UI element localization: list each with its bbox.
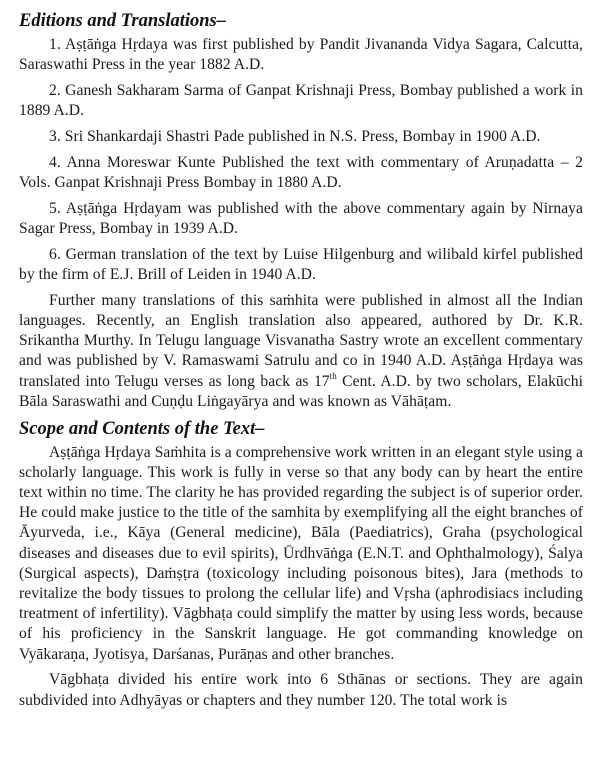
- edition-item-2: 2. Ganesh Sakharam Sarma of Ganpat Krishnaji Press, Bombay published a work in 1889 A.D.: [19, 82, 583, 120]
- edition-item-5: 5. Aṣṭāṅga Hṛdayam was published with the above commentary again by Nirnaya Sagar Press, Bombay in 1939 A.D.: [19, 199, 583, 237]
- section-heading-scope: Scope and Contents of the Text–: [19, 418, 265, 439]
- translations-paragraph: [19, 291, 583, 412]
- edition-item-3: 3. Sri Shankardaji Shastri Pade published in N.S. Press, Bombay in 1900 A.D.: [49, 128, 541, 145]
- scope-paragraph-1: Aṣṭāṅga Hṛdaya Saṁhita is a comprehensive work written in an elegant style using a scholarly language. This work is fully in verse so that any body can by heart the entire text within no time. The clarity he has provided regarding the subject is of superior order. He could make justice to the title of the samhita by exemplifying all the eight branches of Āyurveda, i.e., Kāya (General medicine), Bāla (Paediatrics), Graha (psychological diseases and diseases due to evil spirits), Ūrdhvāṅga (E.N.T. and Ophthalmology), Śalya (Surgical aspects), Daṁṣṭra (toxicology including poisonous bites), Jara (methods to revitalize the body tissues to prolong the cellular life) and Vṛsha (aphrodisiacs including treatment of infertility). Vāgbhaṭa could simplify the matter by using less words, because of his proficiency in the Sanskrit language. He got commanding knowledge on Vyākaraṇa, Jyotisya, Darśanas, Purāṇas and other branches.: [19, 443, 583, 663]
- translations-text-a: Further many translations of this saṁhita were published in almost all the Indian languages. Recently, an English translation also appeared, authored by Dr. K.R. Srikantha Murthy. In Telugu language Visvanatha Sastry wrote an excellent commentary and was published by V. Ramaswami Satrulu and co in 1940 A.D. Aṣṭāṅga Hṛdaya was translated into Telugu verses as long back as 17: [19, 291, 583, 390]
- ordinal-suffix: th: [329, 370, 337, 381]
- edition-item-1: 1. Aṣṭāṅga Hṛdaya was first published by Pandit Jivananda Vidya Sagara, Calcutta, Saraswathi Press in the year 1882 A.D.: [19, 36, 583, 74]
- edition-item-4: 4. Anna Moreswar Kunte Published the text with commentary of Aruṇadatta – 2 Vols. Ganpat Krishnaji Press Bombay in 1880 A.D.: [19, 153, 583, 191]
- translations-text-b: Cent. A.D. by two scholars, Elakūchi Bāla Saraswathi and Cuṇḍu Liṅgayārya and was known as Vāhāṭam.: [19, 372, 583, 410]
- scope-paragraph-2: Vāgbhaṭa divided his entire work into 6 Sthānas or sections. They are again subdivided into Adhyāyas or chapters and they number 120. The total work is: [19, 671, 583, 709]
- edition-item-6: 6. German translation of the text by Luise Hilgenburg and wilibald kirfel published by the firm of E.J. Brill of Leiden in 1940 A.D.: [19, 245, 583, 283]
- section-heading-editions: Editions and Translations–: [19, 11, 226, 31]
